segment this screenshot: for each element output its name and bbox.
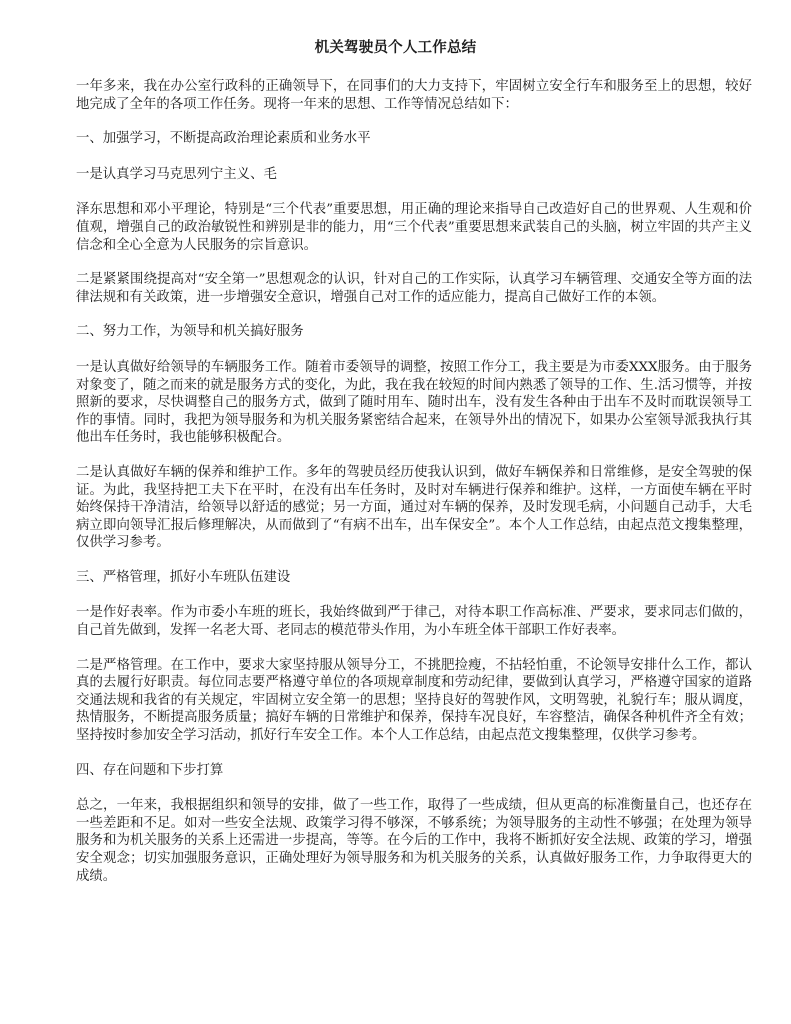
- document-title: 机关驾驶员个人工作总结: [314, 40, 477, 56]
- paragraph-conclusion: 总之，一年来，我根据组织和领导的安排，做了一些工作，取得了一些成绩，但从更高的标准衡量自己，也还存在一些差距和不足。如对一些安全法规、政策学习得不够深，不够系统；为领导服务的主动性不够强；在处理为领导服务和为机关服务的关系上还需进一步提高，等等。在今后的工作中，我将不断抓好安全法规、政策的学习，增强安全观念；切实加强服务意识，正确处理好为领导服务和为机关服务的关系，认真做好服务工作，力争取得更大的成绩。: [76, 798, 752, 884]
- paragraph-service-2: 二是认真做好车辆的保养和维护工作。多年的驾驶员经历使我认识到，做好车辆保养和日常维修，是安全驾驶的保证。为此，我坚持把工夫下在平时，在没有出车任务时，及时对车辆进行保养和维护。这样，一方面使车辆在平时始终保持干净清洁，给领导以舒适的感觉；另一方面，通过对车辆的保养，及时发现毛病，小问题自己动手，大毛病立即向领导汇报后修理解决，从而做到了“有病不出车，出车保安全”。本个人工作总结，由起点范文搜集整理，仅供学习参考。: [76, 464, 752, 551]
- paragraph-manage-1: 一是作好表率。作为市委小车班的班长，我始终做到严于律己，对待本职工作高标准、严要求，要求同志们做的，自己首先做到，发挥一名老大哥、老同志的模范带头作用，为小车班全体干部职工作好表率。: [76, 605, 752, 639]
- paragraph-intro: 一年多来，我在办公室行政科的正确领导下，在同事们的大力支持下，牢固树立安全行车和服务至上的思想，较好地完成了全年的各项工作任务。现将一年来的思想、工作等情况总结如下：: [76, 79, 752, 112]
- paragraph-service-1: 一是认真做好给领导的车辆服务工作。随着市委领导的调整，按照工作分工，我主要是为市委XXX服务。由于服务对象变了，随之而来的就是服务方式的变化，为此，我在我在较短的时间内熟悉了领导的工作、生.活习惯等，并按照新的要求，尽快调整自己的服务方式，做到了随时用车、随时出车，没有发生各种由于出车不及时而耽误领导工作的事情。同时，我把为领导服务和为机关服务紧密结合起来，在领导外出的情况下，如果办公室领导派我执行其他出车任务时，我也能够积极配合。: [76, 359, 752, 446]
- section-heading-4: 四、存在问题和下步打算: [76, 762, 224, 778]
- paragraph-study-2: 二是紧紧围绕提高对“安全第一”思想观念的认识，针对自己的工作实际，认真学习车辆管理、交通安全等方面的法律法规和有关政策，进一步增强安全意识，增强自己对工作的适应能力，提高自己做好工作的本领。: [76, 272, 752, 305]
- paragraph-manage-2: 二是严格管理。在工作中，要求大家坚持服从领导分工，不挑肥捡瘦，不拈轻怕重，不论领导安排什么工作，都认真的去履行好职责。每位同志要严格遵守单位的各项规章制度和劳动纪律，要做到认真学习，严格遵守国家的道路交通法规和我省的有关规定，牢固树立安全第一的思想；坚持良好的驾驶作风，文明驾驶，礼貌行车；服从调度，热情服务，不断提高服务质量；搞好车辆的日常维护和保养，保持车况良好，车容整洁，确保各种机件齐全有效；坚持按时参加安全学习活动，抓好行车安全工作。本个人工作总结，由起点范文搜集整理，仅供学习参考。: [76, 657, 752, 744]
- section-heading-2: 二、努力工作，为领导和机关搞好服务: [76, 324, 304, 340]
- section-heading-3: 三、严格管理，抓好小车班队伍建设: [76, 569, 291, 585]
- section-heading-1: 一、加强学习，不断提高政治理论素质和业务水平: [76, 131, 371, 147]
- paragraph-study-1: 一是认真学习马克思列宁主义、毛: [76, 166, 277, 182]
- document-body: [76, 78, 752, 902]
- paragraph-study-1-cont: 泽东思想和邓小平理论，特别是“三个代表”重要思想，用正确的理论来指导自己改造好自己的世界观、人生观和价值观，增强自己的政治敏锐性和辨别是非的能力，用“三个代表”重要思想来武装自己的头脑，树立牢固的共产主义信念和全心全意为人民服务的宗旨意识。: [76, 202, 752, 253]
